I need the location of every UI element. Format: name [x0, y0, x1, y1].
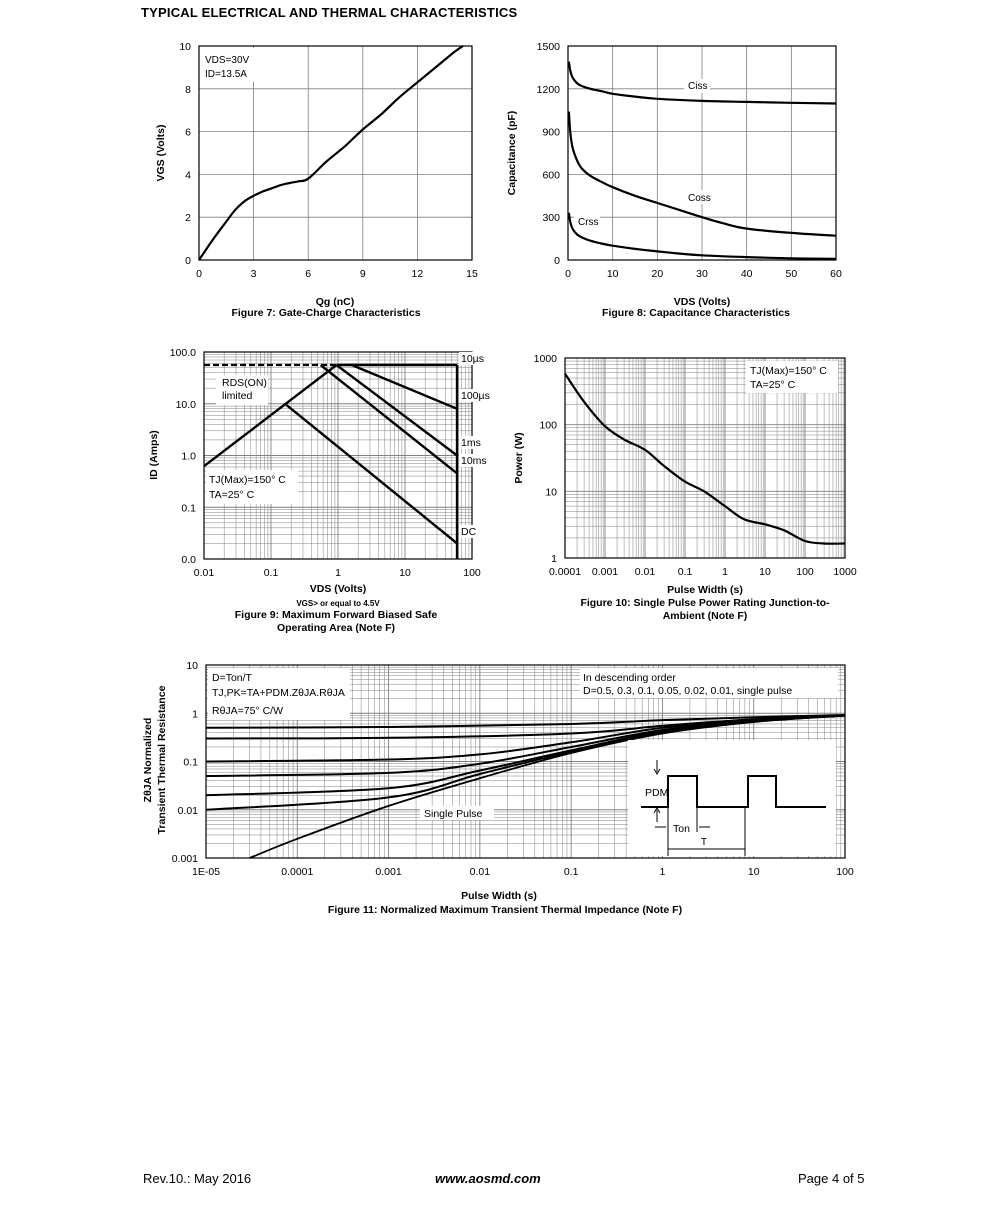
y-tick-label: 10: [179, 41, 191, 53]
y-tick-label: 0.001: [171, 853, 198, 865]
x-tick-label: 1E-05: [191, 866, 221, 878]
y-tick-label: 300: [542, 212, 560, 225]
x-tick-label: 3: [250, 268, 257, 280]
x-axis-label: Qg (nC): [315, 296, 355, 308]
x-tick-label: 10: [759, 566, 771, 578]
x-axis-label: Pulse Width (s): [667, 584, 743, 596]
label-ciss: Ciss: [688, 81, 708, 92]
y-tick-label: 1: [192, 708, 198, 721]
x-tick-label: 100: [836, 866, 854, 878]
figure-7-caption: Figure 7: Gate-Charge Characteristics: [231, 307, 421, 319]
x-tick-label: 0.01: [469, 866, 491, 878]
annotation-tj: TJ(Max)=150° C: [750, 365, 827, 377]
x-tick-label: 0.01: [634, 566, 656, 578]
x-tick-label: 0.01: [193, 567, 215, 579]
label-pdm: PDM: [645, 787, 669, 799]
label-period: T: [700, 836, 708, 848]
figure-7-gate-charge: [155, 41, 478, 308]
pulse-diagram-inset: [628, 740, 836, 856]
annotation-id: ID=13.5A: [205, 69, 247, 80]
annotation-rthja: RθJA=75° C/W: [212, 705, 284, 717]
x-tick-label: 10: [606, 268, 619, 280]
x-tick-label: 0.001: [375, 866, 402, 878]
y-tick-label: 4: [185, 169, 191, 182]
x-tick-label: 10: [747, 866, 760, 878]
x-tick-label: 0.1: [563, 866, 579, 878]
x-tick-label: 50: [785, 268, 798, 280]
line-label-1: 100µs: [461, 390, 490, 402]
x-tick-label: 1: [722, 566, 728, 578]
x-tick-label: 0: [565, 268, 571, 280]
y-tick-label: 1.0: [181, 450, 196, 463]
annotation-duty: D=Ton/T: [212, 672, 252, 684]
page-header-title: TYPICAL ELECTRICAL AND THERMAL CHARACTERISTICS: [141, 5, 518, 20]
figure-10-caption-line2: Ambient (Note F): [662, 610, 748, 622]
label-coss: Coss: [688, 193, 711, 204]
legend-values: D=0.5, 0.3, 0.1, 0.05, 0.02, 0.01, single pulse: [583, 685, 793, 697]
x-tick-label: 9: [359, 268, 366, 280]
footer-revision: Rev.10.: May 2016: [143, 1171, 252, 1186]
figure-8-caption: Figure 8: Capacitance Characteristics: [602, 307, 790, 319]
legend-order: In descending order: [583, 672, 676, 684]
x-axis-label: VDS (Volts): [673, 296, 731, 308]
y-tick-label: 1500: [536, 41, 560, 53]
x-tick-label: 0.1: [677, 566, 693, 578]
x-axis-label: VDS (Volts): [309, 583, 367, 595]
annotation-ta: TA=25° C: [750, 379, 796, 391]
x-tick-label: 100: [796, 566, 814, 578]
annotation-vds: VDS=30V: [205, 55, 250, 66]
figure-9-safe-operating-area: [148, 347, 493, 608]
figure-11-caption: Figure 11: Normalized Maximum Transient Thermal Impedance (Note F): [327, 904, 683, 916]
figure-10-caption-line1: Figure 10: Single Pulse Power Rating Junction-to-: [580, 597, 830, 609]
y-tick-label: 900: [542, 126, 560, 139]
x-tick-label: 0.0001: [281, 866, 314, 878]
y-tick-label: 1000: [533, 353, 557, 365]
y-axis-label: Power (W): [513, 432, 525, 484]
x-tick-label: 0.001: [591, 566, 619, 578]
label-single-pulse: Single Pulse: [424, 808, 483, 820]
series-1ms: [337, 365, 458, 456]
figure-8-capacitance: [506, 41, 842, 308]
y-axis-label: ID (Amps): [148, 430, 160, 480]
y-axis-label: Capacitance (pF): [506, 110, 518, 196]
y-tick-label: 100: [539, 419, 557, 432]
line-label-0: 10µs: [461, 353, 484, 365]
y-tick-label: 0: [554, 255, 560, 267]
x-tick-label: 1000: [833, 566, 857, 578]
figure-9-caption-line1: Figure 9: Maximum Forward Biased Safe: [234, 609, 438, 621]
y-tick-label: 2: [185, 212, 191, 225]
x-tick-label: 0.0001: [548, 566, 582, 578]
x-axis-label: Pulse Width (s): [461, 890, 537, 902]
annotation-tjpk: TJ,PK=TA+PDM.ZθJA.RθJA: [212, 687, 345, 699]
y-tick-label: 0.1: [181, 502, 196, 515]
label-limited: limited: [222, 390, 253, 402]
annotation-vgs: VGS> or equal to 4.5V: [296, 599, 380, 608]
figure-10-pulse-power: [513, 353, 857, 596]
x-tick-label: 40: [740, 268, 753, 280]
x-tick-label: 30: [696, 268, 708, 280]
x-tick-label: 1: [659, 866, 666, 878]
series-crss: [569, 213, 836, 259]
line-label-3: 10ms: [461, 455, 487, 467]
y-tick-label: 6: [185, 126, 191, 139]
y-tick-label: 10.0: [175, 398, 196, 411]
x-tick-label: 10: [399, 567, 411, 579]
y-tick-label: 600: [542, 169, 560, 182]
line-label-4: DC: [461, 526, 477, 538]
footer-page-number: Page 4 of 5: [798, 1171, 865, 1186]
x-tick-label: 6: [305, 268, 312, 280]
y-tick-label: 10: [186, 660, 198, 672]
y-tick-label: 100.0: [169, 347, 196, 359]
annotation-tj: TJ(Max)=150° C: [209, 474, 286, 486]
x-tick-label: 60: [830, 268, 842, 280]
footer-website[interactable]: www.aosmd.com: [435, 1171, 541, 1186]
x-tick-label: 0.1: [263, 567, 279, 579]
x-tick-label: 12: [411, 268, 424, 280]
y-tick-label: 0.0: [181, 554, 196, 566]
x-tick-label: 15: [466, 268, 478, 280]
y-tick-label: 0.01: [177, 804, 198, 817]
label-crss: Crss: [578, 217, 599, 228]
figure-9-caption-line2: Operating Area (Note F): [276, 622, 396, 634]
y-tick-label: 1: [551, 553, 557, 565]
y-axis-label: VGS (Volts): [155, 124, 167, 182]
y-tick-label: 1200: [536, 83, 560, 96]
label-rdson: RDS(ON): [222, 377, 267, 389]
y-axis-label-line2: Transient Thermal Resistance: [156, 685, 168, 835]
x-tick-label: 20: [651, 268, 664, 280]
label-ton: Ton: [673, 823, 690, 835]
y-tick-label: 10: [545, 486, 557, 499]
figure-11-transient-impedance: [142, 660, 854, 902]
x-tick-label: 1: [335, 567, 341, 579]
annotation-ta: TA=25° C: [209, 489, 255, 501]
line-label-2: 1ms: [461, 437, 481, 449]
y-tick-label: 0: [185, 255, 191, 267]
y-tick-label: 8: [185, 83, 191, 96]
y-tick-label: 0.1: [183, 756, 198, 769]
x-tick-label: 100: [463, 567, 481, 579]
x-tick-label: 0: [196, 268, 202, 280]
y-axis-label-line1: ZθJA Normalized: [142, 717, 154, 803]
